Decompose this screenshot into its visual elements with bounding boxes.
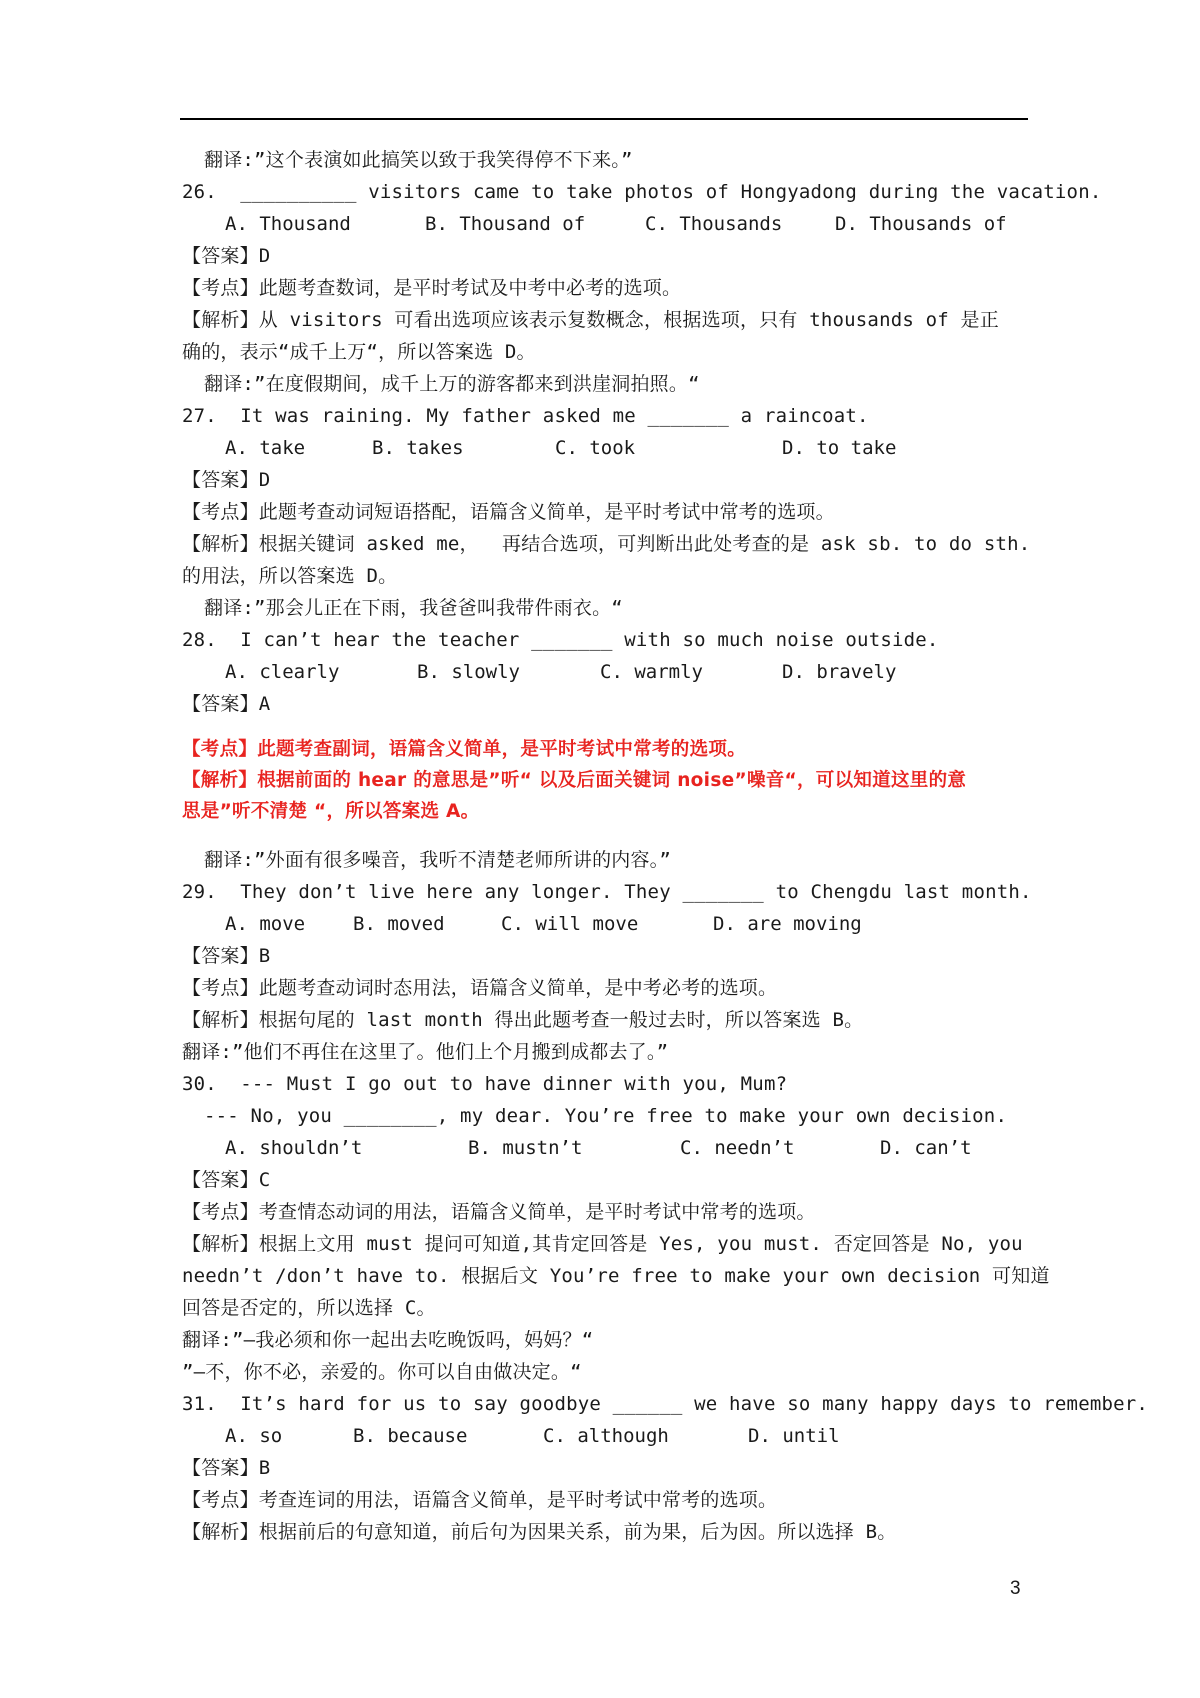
- option-b: B. slowly: [417, 661, 520, 683]
- option-c: C. took: [555, 437, 636, 459]
- option-d: D. are moving: [713, 913, 862, 935]
- option-c: C. Thousands: [645, 213, 783, 235]
- point-27: 【考点】此题考查动词短语搭配，语篇含义简单，是平时考试中常考的选项。: [182, 501, 835, 523]
- point-29: 【考点】此题考查动词时态用法，语篇含义简单，是中考必考的选项。: [182, 977, 778, 999]
- question-30-reply: --- No, you ________, my dear. You’re free to make your own decision.: [204, 1105, 1008, 1127]
- option-d: D. Thousands of: [835, 213, 1007, 235]
- translation-27: 翻译:”那会儿正在下雨，我爸爸叫我带件雨衣。“: [204, 597, 623, 619]
- option-a: A. take: [225, 437, 306, 459]
- option-a: A. shouldn’t: [225, 1137, 363, 1159]
- option-b: B. mustn’t: [468, 1137, 583, 1159]
- option-a: A. move: [225, 913, 306, 935]
- translation-26: 翻译:”在度假期间，成千上万的游客都来到洪崖洞拍照。“: [204, 373, 700, 395]
- analysis-30-cont: needn’t /don’t have to. 根据后文 You’re free to make your own decision 可知道: [182, 1265, 1050, 1287]
- options-29: [225, 911, 1015, 937]
- point-26: 【考点】此题考查数词，是平时考试及中考中必考的选项。: [182, 277, 682, 299]
- option-b: B. Thousand of: [425, 213, 586, 235]
- option-a: A. so: [225, 1425, 283, 1447]
- option-c: C. although: [543, 1425, 669, 1447]
- translation-25: 翻译:”这个表演如此搞笑以致于我笑得停不下来。”: [204, 149, 633, 171]
- option-d: D. can’t: [880, 1137, 972, 1159]
- options-28: [225, 659, 1015, 685]
- analysis-31: 【解析】根据前后的句意知道，前后句为因果关系，前为果，后为因。所以选择 B。: [182, 1521, 897, 1543]
- analysis-28-highlight: 【解析】根据前面的 hear 的意思是”听“ 以及后面关键词 noise”噪音“，可以知道这里的意: [182, 770, 967, 791]
- answer-30: 【答案】C: [182, 1169, 271, 1191]
- question-29: 29. They don’t live here any longer. They _______ to Chengdu last month.: [182, 881, 1032, 903]
- option-d: D. to take: [782, 437, 897, 459]
- option-b: B. moved: [353, 913, 445, 935]
- analysis-26-cont: 确的，表示“成千上万“，所以答案选 D。: [182, 341, 536, 363]
- question-28: 28. I can’t hear the teacher _______ with so much noise outside.: [182, 629, 939, 651]
- translation-28: 翻译:”外面有很多噪音，我听不清楚老师所讲的内容。”: [204, 849, 672, 871]
- options-31: [225, 1423, 1015, 1449]
- answer-28: 【答案】A: [182, 693, 271, 715]
- answer-29: 【答案】B: [182, 945, 271, 967]
- point-31: 【考点】考查连词的用法，语篇含义简单，是平时考试中常考的选项。: [182, 1489, 778, 1511]
- option-d: D. until: [748, 1425, 840, 1447]
- analysis-30-cont2: 回答是否定的，所以选择 C。: [182, 1297, 436, 1319]
- question-27: 27. It was raining. My father asked me _______ a raincoat.: [182, 405, 869, 427]
- analysis-26: 【解析】从 visitors 可看出选项应该表示复数概念，根据选项，只有 thousands of 是正: [182, 309, 999, 331]
- page-number: 3: [1010, 1578, 1021, 1599]
- analysis-28-highlight-cont: 思是”听不清楚 “，所以答案选 A。: [182, 801, 480, 822]
- option-b: B. because: [353, 1425, 468, 1447]
- answer-27: 【答案】D: [182, 469, 271, 491]
- translation-30: 翻译:”—我必须和你一起出去吃晚饭吗，妈妈？“: [182, 1329, 594, 1351]
- translation-30-cont: ”—不，你不必，亲爱的。你可以自由做决定。“: [182, 1361, 582, 1383]
- point-28-highlight: 【考点】此题考查副词，语篇含义简单，是平时考试中常考的选项。: [182, 739, 747, 760]
- options-26: [225, 211, 1015, 237]
- analysis-30: 【解析】根据上文用 must 提问可知道,其肯定回答是 Yes, you must. 否定回答是 No, you: [182, 1233, 1023, 1255]
- answer-31: 【答案】B: [182, 1457, 271, 1479]
- options-30: [225, 1135, 1015, 1161]
- options-27: [225, 435, 1015, 461]
- option-c: C. will move: [501, 913, 639, 935]
- translation-29: 翻译:”他们不再住在这里了。他们上个月搬到成都去了。”: [182, 1041, 669, 1063]
- question-26: 26. __________ visitors came to take photos of Hongyadong during the vacation.: [182, 181, 1102, 203]
- option-c: C. needn’t: [680, 1137, 795, 1159]
- option-d: D. bravely: [782, 661, 897, 683]
- option-a: A. clearly: [225, 661, 340, 683]
- header-rule: [180, 118, 1028, 120]
- option-a: A. Thousand: [225, 213, 351, 235]
- answer-26: 【答案】D: [182, 245, 271, 267]
- question-30: 30. --- Must I go out to have dinner with you, Mum?: [182, 1073, 788, 1095]
- question-31: 31. It’s hard for us to say goodbye ______ we have so many happy days to remember.: [182, 1393, 1149, 1415]
- option-c: C. warmly: [600, 661, 703, 683]
- analysis-27-cont: 的用法，所以答案选 D。: [182, 565, 398, 587]
- point-30: 【考点】考查情态动词的用法，语篇含义简单，是平时考试中常考的选项。: [182, 1201, 816, 1223]
- option-b: B. takes: [372, 437, 464, 459]
- analysis-29: 【解析】根据句尾的 last month 得出此题考查一般过去时，所以答案选 B。: [182, 1009, 864, 1031]
- analysis-27: 【解析】根据关键词 asked me， 再结合选项，可判断出此处考查的是 ask sb. to do sth.: [182, 533, 1031, 555]
